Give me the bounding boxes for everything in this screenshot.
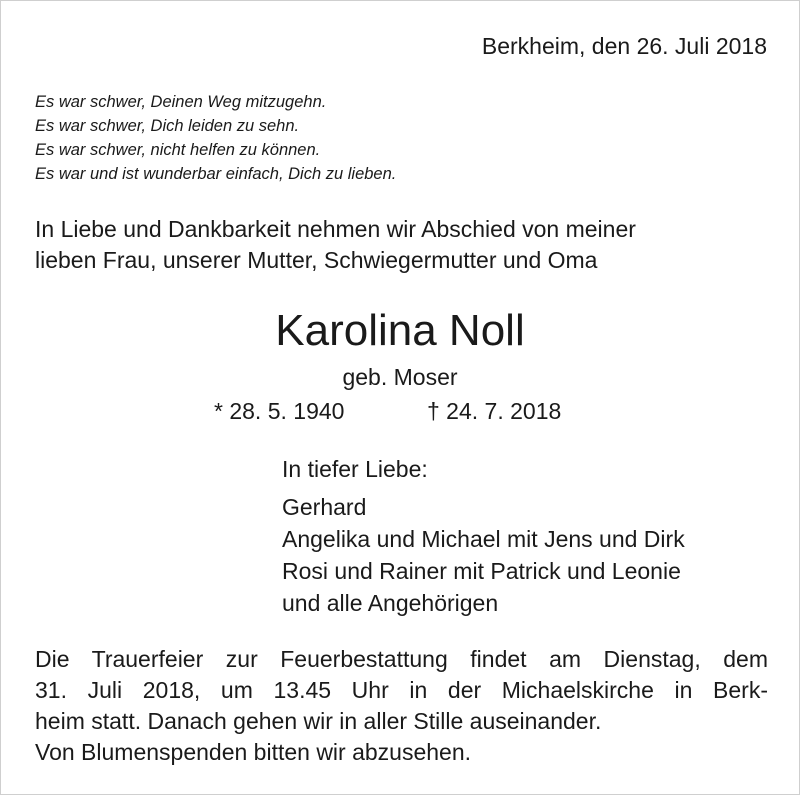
service-line: Die Trauerfeier zur Feuerbestattung findet am Dienstag, dem <box>35 646 768 672</box>
poem-line: Es war schwer, Deinen Weg mitzugehn. <box>35 93 327 111</box>
service-line: 31. Juli 2018, um 13.45 Uhr in der Michaelskirche in Berk- <box>35 677 768 703</box>
service-line: Von Blumenspenden bitten wir abzusehen. <box>35 739 472 765</box>
birth-date: * 28. 5. 1940 <box>214 398 345 424</box>
deceased-name: Karolina Noll <box>275 306 525 355</box>
poem-line: Es war schwer, nicht helfen zu können. <box>35 141 321 159</box>
mourner-line: und alle Angehörigen <box>282 590 499 616</box>
poem <box>35 90 396 186</box>
intro-text <box>35 214 770 276</box>
intro-line: lieben Frau, unserer Mutter, Schwiegermutter und Oma <box>35 247 598 273</box>
place-date: Berkheim, den 26. Juli 2018 <box>481 33 767 59</box>
mourner-line: Gerhard <box>282 494 367 520</box>
death-date: † 24. 7. 2018 <box>427 398 562 424</box>
mourners-heading: In tiefer Liebe: <box>282 456 428 482</box>
mourners-list <box>282 491 685 619</box>
intro-line: In Liebe und Dankbarkeit nehmen wir Abschied von meiner <box>35 216 636 242</box>
poem-line: Es war schwer, Dich leiden zu sehn. <box>35 117 300 135</box>
service-line: heim statt. Danach gehen wir in aller Stille auseinander. <box>35 708 602 734</box>
service-info <box>35 644 768 768</box>
poem-line: Es war und ist wunderbar einfach, Dich zu lieben. <box>35 165 397 183</box>
maiden-name: geb. Moser <box>342 364 458 390</box>
mourner-line: Rosi und Rainer mit Patrick und Leonie <box>282 558 681 584</box>
mourner-line: Angelika und Michael mit Jens und Dirk <box>282 526 685 552</box>
